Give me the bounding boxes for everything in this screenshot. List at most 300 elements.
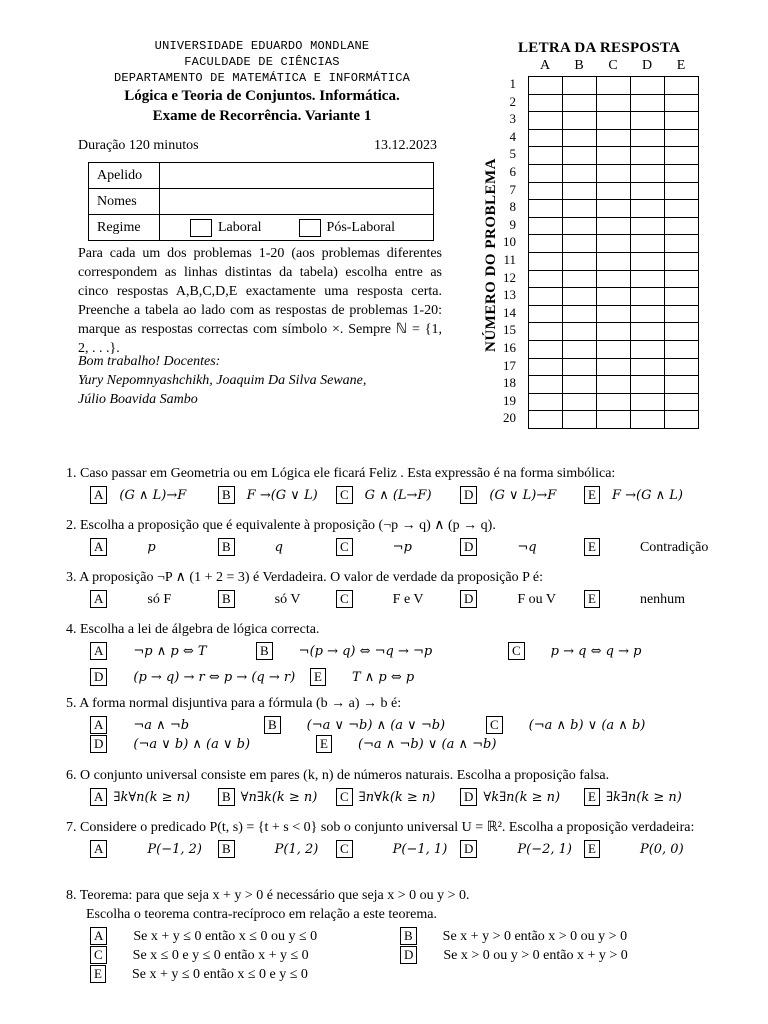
question-number: 2.	[66, 518, 80, 533]
option-d[interactable]	[90, 735, 250, 753]
answer-cell[interactable]	[529, 94, 563, 112]
answer-cell[interactable]	[529, 270, 563, 288]
grid-row	[529, 235, 699, 253]
option-text: ¬a ∧ ¬b	[133, 718, 190, 733]
answer-cell[interactable]	[665, 340, 699, 358]
answer-cell[interactable]	[631, 129, 665, 147]
question-options	[66, 538, 716, 560]
answer-cell[interactable]	[665, 323, 699, 341]
option-text: ¬(p → q) ⇔ ¬q → ¬p	[298, 644, 433, 659]
option-text: (¬a ∧ ¬b) ∨ (a ∧ ¬b)	[357, 737, 497, 752]
option-b[interactable]	[218, 590, 300, 608]
answer-cell[interactable]	[631, 288, 665, 306]
answer-cell[interactable]	[597, 288, 631, 306]
answer-cell[interactable]	[665, 270, 699, 288]
answer-cell[interactable]	[631, 217, 665, 235]
option-text: F e V	[392, 592, 424, 607]
answer-cell[interactable]	[597, 393, 631, 411]
answer-cell[interactable]	[529, 393, 563, 411]
grid-row	[529, 252, 699, 270]
answer-cell[interactable]	[563, 147, 597, 165]
option-b[interactable]	[400, 927, 627, 945]
info-row-regime	[89, 215, 434, 241]
option-text: Contradição	[639, 540, 709, 555]
department-name: DEPARTAMENTO DE MATEMÁTICA E INFORMÁTICA	[113, 71, 411, 85]
question-options	[66, 642, 716, 690]
answer-grid-title: LETRA DA RESPOSTA	[518, 40, 681, 56]
answer-cell[interactable]	[631, 252, 665, 270]
option-d[interactable]	[400, 946, 628, 964]
answer-cell[interactable]	[597, 217, 631, 235]
option-letter-box: C	[336, 840, 353, 858]
answer-cell[interactable]	[529, 235, 563, 253]
answer-cell[interactable]	[597, 200, 631, 218]
answer-cell[interactable]	[563, 376, 597, 394]
option-b[interactable]	[218, 840, 318, 858]
option-text: P(0, 0)	[639, 842, 684, 857]
option-text: F →(G ∨ L)	[246, 488, 318, 503]
apelido-field[interactable]	[160, 163, 434, 189]
option-a[interactable]	[90, 840, 202, 858]
option-e[interactable]	[316, 735, 496, 753]
answer-cell[interactable]	[665, 147, 699, 165]
answer-cell[interactable]	[597, 305, 631, 323]
answer-cell[interactable]	[597, 94, 631, 112]
option-letter-box: C	[90, 946, 107, 964]
option-text: ¬q	[517, 540, 537, 555]
answer-cell[interactable]	[665, 129, 699, 147]
answer-cell[interactable]	[529, 323, 563, 341]
option-letter-box: E	[316, 735, 332, 753]
answer-cell[interactable]	[529, 164, 563, 182]
option-letter-box: A	[90, 486, 107, 504]
signoff-line-1: Bom trabalho! Docentes:	[78, 354, 221, 369]
question-options	[66, 590, 716, 612]
grid-row	[529, 112, 699, 130]
option-c[interactable]	[336, 840, 447, 858]
answer-cell[interactable]	[597, 411, 631, 429]
answer-cell[interactable]	[563, 77, 597, 95]
answer-cell[interactable]	[597, 340, 631, 358]
answer-cell[interactable]	[665, 376, 699, 394]
option-text: Se x + y > 0 então x > 0 ou y > 0	[442, 929, 628, 944]
instructions-text: Para cada um dos problemas 1-20 (aos problemas diferentes correspondem as linhas distintas da tabela) escolha entre as cinco respostas A,B,C,D,E exactamente uma resposta certa. Preenche a tabela ao lado com as respostas de problemas 1-20: marque as respostas correctas com símbolo ×. Sempre ℕ = {1, 2, . . .}.	[78, 246, 442, 356]
exam-title: Exame de Recorrência. Variante 1	[152, 108, 372, 124]
answer-cell[interactable]	[665, 77, 699, 95]
grid-row-number: 17	[503, 357, 516, 373]
option-text: p → q ⇔ q → p	[550, 644, 642, 659]
option-text: q	[274, 540, 283, 555]
info-row-nomes	[89, 189, 434, 215]
grid-column-letter: B	[574, 58, 584, 73]
option-text: F ou V	[517, 592, 557, 607]
option-text: P(−1, 2)	[147, 842, 202, 857]
option-text: T ∧ p ⇔ p	[351, 670, 415, 685]
answer-cell[interactable]	[597, 112, 631, 130]
question-stem	[66, 766, 716, 785]
option-b[interactable]	[218, 486, 318, 504]
question-stem	[66, 694, 716, 713]
option-e[interactable]	[310, 668, 414, 686]
option-text: ∀n∃k(k ≥ n)	[240, 790, 318, 805]
option-letter-box: A	[90, 590, 107, 608]
answer-cell[interactable]	[665, 358, 699, 376]
option-letter-box: A	[90, 538, 107, 556]
question-stem	[66, 568, 716, 587]
option-letter-box: B	[264, 716, 281, 734]
question-4	[66, 620, 716, 690]
option-text: (G ∧ L)→F	[119, 488, 187, 503]
question-stem	[66, 886, 716, 905]
option-text: ¬p	[392, 540, 412, 555]
course-title: Lógica e Teoria de Conjuntos. Informática.	[124, 88, 400, 104]
answer-cell[interactable]	[631, 411, 665, 429]
grid-column-letter: E	[676, 58, 686, 73]
answer-cell[interactable]	[631, 235, 665, 253]
grid-row-number: 4	[509, 128, 516, 144]
option-b[interactable]	[264, 716, 445, 734]
answer-cell[interactable]	[631, 182, 665, 200]
option-a[interactable]	[90, 590, 171, 608]
option-text: (¬a ∨ b) ∧ (a ∨ b)	[133, 737, 251, 752]
option-letter-box: D	[90, 735, 107, 753]
answer-cell[interactable]	[563, 411, 597, 429]
answer-cell[interactable]	[597, 129, 631, 147]
option-d[interactable]	[460, 590, 556, 608]
option-a[interactable]	[90, 538, 156, 556]
option-letter-box: C	[336, 538, 353, 556]
option-d[interactable]	[460, 840, 572, 858]
info-row-apelido	[89, 163, 434, 189]
answer-cell[interactable]	[529, 358, 563, 376]
signoff-line-3: Júlio Boavida Sambo	[78, 392, 198, 407]
grid-row-number: 9	[509, 216, 516, 232]
question-options	[66, 486, 716, 508]
answer-cell[interactable]	[597, 164, 631, 182]
answer-cell[interactable]	[563, 252, 597, 270]
regime-options	[160, 215, 434, 241]
exam-duration: Duração 120 minutos	[78, 138, 199, 153]
option-c[interactable]	[90, 946, 309, 964]
option-letter-box: B	[218, 788, 235, 806]
question-2	[66, 516, 716, 560]
answer-cell[interactable]	[665, 393, 699, 411]
option-letter-box: A	[90, 788, 107, 806]
option-d[interactable]	[460, 788, 560, 806]
grid-row	[529, 270, 699, 288]
option-letter-box: A	[90, 840, 107, 858]
question-stem	[66, 516, 716, 535]
grid-row	[529, 323, 699, 341]
question-number: 8.	[66, 888, 80, 903]
answer-cell[interactable]	[529, 411, 563, 429]
answer-cell[interactable]	[631, 340, 665, 358]
question-number: 3.	[66, 570, 80, 585]
grid-row	[529, 164, 699, 182]
question-stem	[66, 818, 708, 837]
option-text: (p → q) → r ⇔ p → (q → r)	[133, 670, 296, 685]
option-text: ¬p ∧ p ⇔ T	[133, 644, 207, 659]
option-c[interactable]	[486, 716, 645, 734]
option-letter-box: C	[336, 486, 353, 504]
answer-cell[interactable]	[597, 235, 631, 253]
answer-cell[interactable]	[597, 270, 631, 288]
answer-cell[interactable]	[631, 200, 665, 218]
option-b[interactable]	[256, 642, 432, 660]
grid-row	[529, 358, 699, 376]
option-e[interactable]	[584, 788, 682, 806]
answer-cell[interactable]	[563, 182, 597, 200]
question-text: O conjunto universal consiste em pares (k, n) de números naturais. Escolha a proposição falsa.	[80, 768, 610, 783]
option-letter-box: B	[256, 642, 273, 660]
option-letter-box: C	[508, 642, 525, 660]
answer-cell[interactable]	[563, 393, 597, 411]
answer-cell[interactable]	[563, 270, 597, 288]
grid-row-number: 7	[509, 181, 516, 197]
grid-row	[529, 77, 699, 95]
exam-header	[70, 38, 454, 126]
answer-cell[interactable]	[597, 323, 631, 341]
answer-cell[interactable]	[529, 147, 563, 165]
question-text: Considere o predicado P(t, s) = {t + s < 0} sob o conjunto universal U = ℝ². Escolha a proposição verdadeira:	[80, 820, 695, 835]
option-text: p	[147, 540, 156, 555]
option-text: ∀k∃n(k ≥ n)	[483, 790, 561, 805]
question-stem	[66, 464, 716, 483]
option-a[interactable]	[90, 788, 190, 806]
answer-cell[interactable]	[665, 112, 699, 130]
grid-row	[529, 340, 699, 358]
answer-cell[interactable]	[631, 358, 665, 376]
question-number: 7.	[66, 820, 80, 835]
answer-cell[interactable]	[597, 358, 631, 376]
option-text: só V	[274, 592, 301, 607]
grid-row	[529, 129, 699, 147]
answer-cell[interactable]	[631, 147, 665, 165]
answer-cell[interactable]	[597, 182, 631, 200]
option-letter-box: D	[460, 538, 477, 556]
option-c[interactable]	[336, 538, 412, 556]
option-a[interactable]	[90, 927, 317, 945]
answer-cell[interactable]	[597, 252, 631, 270]
answer-cell[interactable]	[529, 182, 563, 200]
grid-row-number: 20	[503, 410, 516, 426]
answer-cell[interactable]	[529, 112, 563, 130]
option-text: ∃k∀n(k ≥ n)	[113, 790, 191, 805]
option-a[interactable]	[90, 716, 189, 734]
option-text: F →(G ∧ L)	[611, 488, 683, 503]
option-text: Se x > 0 ou y > 0 então x + y > 0	[443, 948, 628, 963]
option-text: (¬a ∨ ¬b) ∧ (a ∨ ¬b)	[306, 718, 446, 733]
option-letter-box: C	[336, 788, 353, 806]
option-e[interactable]	[584, 840, 684, 858]
grid-row-number: 14	[503, 304, 516, 320]
grid-row-number: 2	[509, 93, 516, 109]
answer-cell[interactable]	[631, 305, 665, 323]
answer-cell[interactable]	[563, 323, 597, 341]
answer-cell[interactable]	[631, 270, 665, 288]
option-letter-box: C	[336, 590, 353, 608]
option-text: G ∧ (L→F)	[364, 488, 432, 503]
grid-row	[529, 411, 699, 429]
answer-cell[interactable]	[529, 305, 563, 323]
grid-row-number: 1	[509, 76, 516, 91]
question-1	[66, 464, 716, 508]
answer-cell[interactable]	[563, 217, 597, 235]
option-letter-box: C	[486, 716, 503, 734]
question-6	[66, 766, 716, 810]
question-text: Escolha a proposição que é equivalente à proposição (¬p → q) ∧ (p → q).	[80, 518, 496, 533]
answer-cell[interactable]	[665, 252, 699, 270]
option-c[interactable]	[336, 486, 432, 504]
option-letter-box: D	[460, 788, 477, 806]
grid-row-number: 5	[509, 146, 516, 162]
faculty-name: FACULDADE DE CIÊNCIAS	[184, 55, 340, 69]
option-letter-box: E	[584, 538, 600, 556]
apelido-label: Apelido	[89, 163, 160, 189]
answer-cell[interactable]	[563, 200, 597, 218]
answer-cell[interactable]	[529, 252, 563, 270]
option-b[interactable]	[218, 538, 283, 556]
answer-cell[interactable]	[563, 358, 597, 376]
grid-row-number: 10	[503, 234, 516, 250]
option-text: ∃k∃n(k ≥ n)	[605, 790, 682, 805]
answer-cell[interactable]	[529, 376, 563, 394]
option-e[interactable]	[584, 486, 683, 504]
option-letter-box: E	[584, 840, 600, 858]
answer-cell[interactable]	[665, 200, 699, 218]
grid-row-number: 18	[503, 375, 516, 391]
answer-cell[interactable]	[631, 376, 665, 394]
answer-cell[interactable]	[665, 94, 699, 112]
option-d[interactable]	[460, 538, 537, 556]
answer-cell[interactable]	[631, 164, 665, 182]
answer-cell[interactable]	[563, 112, 597, 130]
answer-cell[interactable]	[631, 393, 665, 411]
answer-cell[interactable]	[631, 94, 665, 112]
question-options	[66, 716, 716, 756]
answer-cell[interactable]	[529, 340, 563, 358]
option-text: P(−1, 1)	[392, 842, 448, 857]
option-e[interactable]	[90, 965, 308, 983]
answer-grid	[528, 76, 699, 429]
signoff-line-2: Yury Nepomnyashchikh, Joaquim Da Silva Sewane,	[78, 373, 367, 388]
option-letter-box: D	[400, 946, 417, 964]
question-5	[66, 694, 716, 756]
option-letter-box: A	[90, 716, 107, 734]
answer-cell[interactable]	[529, 200, 563, 218]
question-3	[66, 568, 716, 612]
answer-cell[interactable]	[665, 182, 699, 200]
answer-cell[interactable]	[597, 376, 631, 394]
option-e[interactable]	[584, 590, 685, 608]
university-name: UNIVERSIDADE EDUARDO MONDLANE	[154, 39, 370, 53]
instructions	[78, 244, 442, 358]
question-stem	[66, 620, 716, 639]
option-e[interactable]	[584, 538, 708, 556]
answer-cell[interactable]	[631, 323, 665, 341]
option-text: só F	[147, 592, 172, 607]
laboral-checkbox[interactable]	[190, 219, 212, 237]
answer-cell[interactable]	[529, 129, 563, 147]
answer-cell[interactable]	[529, 77, 563, 95]
option-letter-box: D	[460, 840, 477, 858]
question-text: Caso passar em Geometria ou em Lógica ele ficará Feliz . Esta expressão é na forma simbólica:	[80, 466, 616, 481]
answer-cell[interactable]	[665, 305, 699, 323]
option-letter-box: B	[218, 590, 235, 608]
option-letter-box: A	[90, 927, 107, 945]
pos-laboral-checkbox[interactable]	[299, 219, 321, 237]
option-letter-box: B	[218, 538, 235, 556]
grid-column-letter: C	[608, 58, 618, 73]
nomes-field[interactable]	[160, 189, 434, 215]
answer-cell[interactable]	[665, 288, 699, 306]
answer-cell[interactable]	[529, 288, 563, 306]
grid-column-letter: D	[641, 58, 653, 73]
question-text: Teorema: para que seja x + y > 0 é necessário que seja x > 0 ou y > 0.	[79, 888, 470, 903]
answer-cell[interactable]	[665, 164, 699, 182]
answer-cell[interactable]	[665, 217, 699, 235]
option-letter-box: B	[400, 927, 417, 945]
option-text: ∃n∀k(k ≥ n)	[358, 790, 436, 805]
option-text: P(1, 2)	[274, 842, 319, 857]
question-options	[66, 840, 716, 862]
grid-row-number: 12	[503, 269, 516, 285]
answer-cell[interactable]	[563, 305, 597, 323]
option-letter-box: E	[310, 668, 326, 686]
answer-cell[interactable]	[631, 112, 665, 130]
grid-row	[529, 200, 699, 218]
answer-cell[interactable]	[597, 77, 631, 95]
option-letter-box: B	[218, 840, 235, 858]
answer-cell[interactable]	[563, 235, 597, 253]
answer-cell[interactable]	[563, 129, 597, 147]
option-a[interactable]	[90, 642, 207, 660]
option-d[interactable]	[90, 668, 295, 686]
answer-cell[interactable]	[563, 94, 597, 112]
answer-cell[interactable]	[529, 217, 563, 235]
answer-cell[interactable]	[631, 77, 665, 95]
grid-row-number: 8	[509, 199, 516, 215]
option-d[interactable]	[460, 486, 556, 504]
answer-cell[interactable]	[563, 288, 597, 306]
option-c[interactable]	[336, 590, 424, 608]
grid-row-number: 19	[503, 392, 516, 408]
answer-cell[interactable]	[665, 235, 699, 253]
option-c[interactable]	[336, 788, 435, 806]
option-a[interactable]	[90, 486, 186, 504]
option-letter-box: A	[90, 642, 107, 660]
question-number: 5.	[66, 696, 80, 711]
answer-cell[interactable]	[597, 147, 631, 165]
option-letter-box: D	[460, 590, 477, 608]
option-c[interactable]	[508, 642, 641, 660]
option-letter-box: E	[584, 590, 600, 608]
question-8	[66, 886, 716, 987]
option-text: nenhum	[639, 592, 686, 607]
option-text: Se x + y ≤ 0 então x ≤ 0 e y ≤ 0	[131, 967, 308, 982]
question-text: A proposição ¬P ∧ (1 + 2 = 3) é Verdadeira. O valor de verdade da proposição P é:	[79, 570, 544, 585]
question-options	[66, 927, 716, 987]
answer-cell[interactable]	[563, 340, 597, 358]
option-letter-box: D	[460, 486, 477, 504]
grid-row	[529, 147, 699, 165]
answer-cell[interactable]	[665, 411, 699, 429]
student-info-table	[88, 162, 434, 241]
question-options	[66, 788, 716, 810]
option-letter-box: D	[90, 668, 107, 686]
option-b[interactable]	[218, 788, 317, 806]
answer-cell[interactable]	[563, 164, 597, 182]
